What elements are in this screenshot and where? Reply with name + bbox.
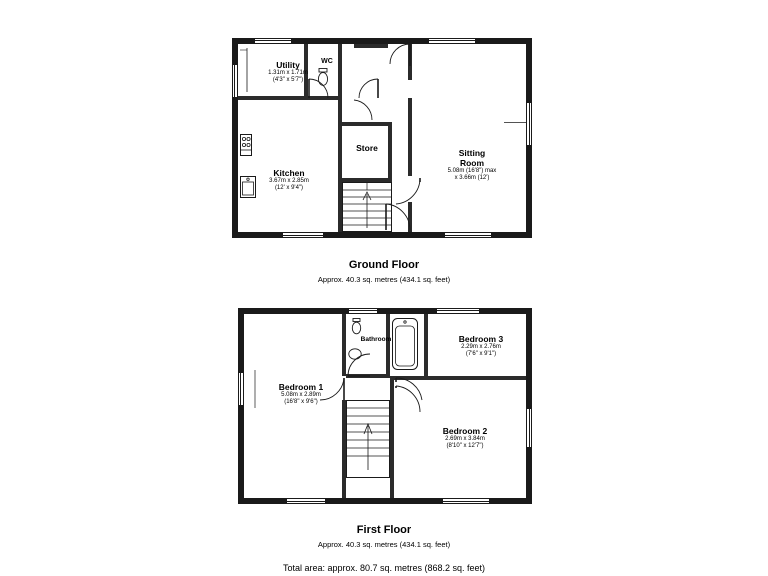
- ground-floor-title: Ground Floor: [348, 259, 420, 271]
- window-right-sitting-mullion: [529, 102, 530, 146]
- room-dims-utility-metric: 1.31m x 1.71m: [268, 70, 308, 77]
- door-store: [352, 98, 374, 122]
- window-bottom-sitting-mullion: [444, 235, 492, 236]
- room-label-bedroom1: [254, 382, 348, 406]
- room-name-wc: WC: [321, 58, 333, 65]
- first-floor-title: First Floor: [356, 524, 412, 536]
- room-name-sitting-line2: Room: [459, 158, 485, 169]
- room-name-bathroom: Bathroom: [360, 336, 392, 343]
- room-name-bedroom2: Bedroom 2: [442, 426, 488, 436]
- door-bathroom: [346, 352, 372, 378]
- window-left-utility-mullion: [234, 64, 235, 98]
- sitting-room-furniture: [504, 122, 526, 150]
- first-floor-plan: [238, 308, 532, 504]
- window-first-left-bedroom1-mullion: [240, 372, 241, 406]
- window-first-bottom-bedroom1-mullion: [286, 501, 326, 502]
- room-label-bathroom: [346, 336, 406, 344]
- room-dims-bedroom2-imperial: (8'10" x 12'7"): [446, 443, 484, 450]
- room-dims-bedroom2-metric: 2.69m x 3.84m: [445, 436, 485, 443]
- ground-floor-subtitle: Approx. 40.3 sq. metres (434.1 sq. feet): [317, 275, 451, 284]
- door-bedroom2: [394, 384, 422, 414]
- room-name-bedroom3: Bedroom 3: [458, 334, 504, 344]
- door-wc: [358, 78, 380, 100]
- window-first-top-bathroom-mullion: [348, 310, 378, 311]
- room-label-store: [342, 143, 392, 153]
- room-dims-utility-imperial: (4'3" x 5'7"): [272, 77, 304, 84]
- total-area-text: Total area: approx. 80.7 sq. metres (868.2 sq. feet): [282, 563, 486, 573]
- room-name-bedroom1: Bedroom 1: [278, 382, 324, 392]
- room-name-utility: Utility: [276, 60, 300, 70]
- first-floor-subtitle: Approx. 40.3 sq. metres (434.1 sq. feet): [317, 540, 451, 549]
- ground-internal-wall-store-top: [342, 122, 392, 126]
- room-dims-bedroom3-metric: 2.29m x 2.76m: [461, 344, 501, 351]
- room-dims-kitchen-metric: 3.67m x 2.85m: [269, 178, 309, 185]
- room-dims-bedroom1-metric: 5.08m x 2.89m: [281, 392, 321, 399]
- ground-floor-plan: [232, 38, 532, 238]
- room-dims-sitting-metric: 5.08m (16'8") max: [447, 168, 497, 175]
- room-name-sitting-line1: Sitting: [458, 148, 486, 158]
- window-first-top-bedroom3-mullion: [436, 310, 480, 311]
- ground-internal-wall-hall-right-2: [408, 98, 412, 176]
- window-first-top-bedroom3: [436, 308, 480, 314]
- window-bottom-kitchen-mullion: [282, 235, 324, 236]
- first-toilet-icon: [350, 318, 363, 336]
- first-staircase: [346, 400, 390, 478]
- window-top-left: [254, 38, 292, 44]
- room-label-bedroom3: [434, 334, 528, 358]
- window-top-right: [428, 38, 476, 44]
- window-top-left-mullion: [254, 40, 292, 41]
- room-dims-kitchen-imperial: (12' x 9'4"): [274, 185, 304, 192]
- window-first-top-bathroom: [348, 308, 378, 314]
- room-dims-bedroom3-imperial: (7'6" x 9'1"): [465, 351, 497, 358]
- window-first-left-bedroom1: [238, 372, 244, 406]
- room-name-store: Store: [356, 143, 378, 153]
- bath-icon: [392, 318, 418, 370]
- window-first-right-bedroom2-mullion: [529, 408, 530, 448]
- room-label-bedroom2: [418, 426, 512, 450]
- room-label-sitting-room: [420, 148, 524, 182]
- door-front: [388, 42, 412, 68]
- hob-icon: [240, 134, 252, 156]
- ground-internal-wall-kitchen-right: [338, 44, 342, 96]
- room-dims-bedroom1-imperial: (16'8" x 9'6"): [284, 399, 318, 406]
- window-first-bottom-bedroom2-mullion: [442, 501, 490, 502]
- room-name-kitchen: Kitchen: [273, 168, 305, 178]
- room-label-wc: [304, 58, 350, 66]
- window-left-utility: [232, 64, 238, 98]
- first-internal-wall-bathroom-right: [386, 314, 390, 378]
- first-wall-top: [238, 308, 532, 314]
- ground-internal-wall-porch: [354, 44, 388, 48]
- room-dims-sitting-imperial: x 3.66m (12'): [454, 175, 490, 182]
- first-internal-wall-bedroom3-left: [424, 314, 428, 380]
- utility-counter-icon: [240, 48, 248, 92]
- room-label-kitchen: [246, 168, 332, 192]
- first-wall-left: [238, 308, 244, 504]
- window-top-right-mullion: [428, 40, 476, 41]
- ground-staircase: [342, 182, 392, 232]
